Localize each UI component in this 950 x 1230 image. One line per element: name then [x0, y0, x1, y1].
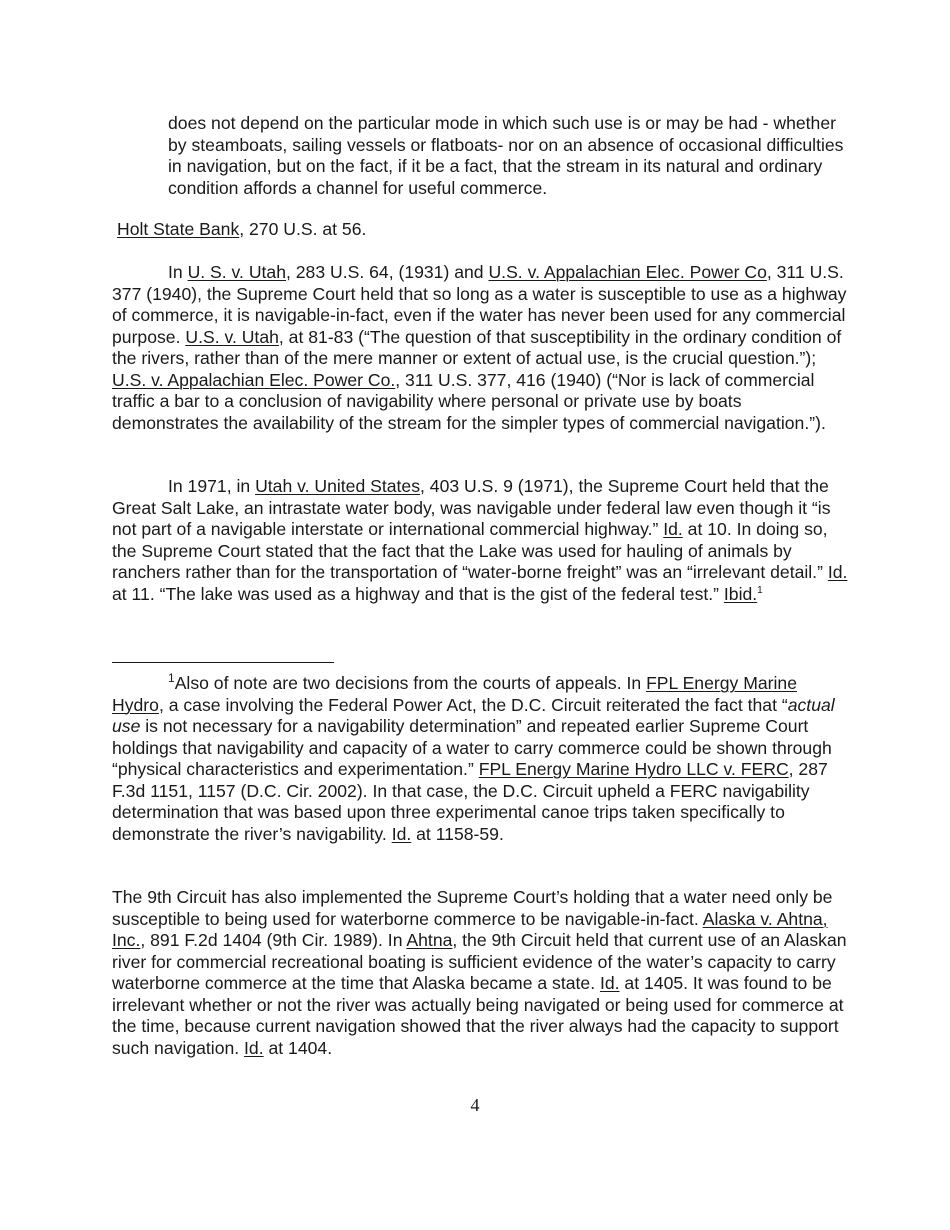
- footnote-marker: 1: [168, 671, 175, 686]
- case-name: U.S. v. Utah: [185, 326, 279, 347]
- id-citation: Id.: [391, 823, 412, 844]
- id-citation: Id.: [663, 519, 683, 539]
- footnote-reference: 1: [757, 584, 763, 596]
- id-citation: Id.: [599, 973, 620, 993]
- id-citation: Id.: [827, 562, 848, 582]
- emphasis: actual use: [112, 694, 835, 736]
- footnote-1: $^1$Also of note are two decisions from the courts of appeals. In FPL Energy Marine Hydro, a case involving the Federal Power Act, the D.C. Circuit reiterated the fact that “actual use is not necessary for a navigability determination” and repeated earlier Supreme Court holdings that navigability and capacity of a water to carry commerce could be shown through “physical characteristics and experimentation.” FPL Energy Marine Hydro LLC v. FERC, 287 F.3d 1151, 1157 (D.C. Cir. 2002). In that case, the D.C. Circuit upheld a FERC navigability determination that was based upon three experimental canoe trips taken specifically to demonstrate the river’s navigability. Id. at 1158-59.: [112, 671, 835, 844]
- block-quote: does not depend on the particular mode in which such use is or may be had - whether by steamboats, sailing vessels or flatboats- nor on an absence of occasional difficulties in navigation, but on the fact, if it be a fact, that the stream in its natural and ordinary condition affords a channel for useful commerce.: [168, 113, 844, 198]
- page-number: 4: [470, 1095, 480, 1115]
- footnote-separator: [112, 662, 334, 663]
- case-name: Alaska v. Ahtna, Inc.: [112, 908, 828, 950]
- case-name: Ahtna: [406, 930, 453, 950]
- case-name: U. S. v. Utah: [187, 262, 286, 282]
- ibid-citation: Ibid.: [723, 583, 758, 604]
- id-citation: Id.: [244, 1037, 264, 1058]
- case-name: FPL Energy Marine Hydro LLC v. FERC: [478, 759, 789, 779]
- case-name: FPL Energy Marine Hydro: [112, 673, 797, 715]
- paragraph-great-salt-lake: In 1971, in Utah v. United States, 403 U.S. 9 (1971), the Supreme Court held that the Great Salt Lake, an intrastate water body, was navigable under federal law even though it “is not part of a navigable interstate or international commercial highway.” Id. at 10. In doing so, the Supreme Court stated that the fact that the Lake was used for hauling of animals by ranchers rather than for the transportation of “water-borne freight” was an “irrelevant detail.” Id. at 11. “The lake was used as a highway and that is the gist of the federal test.” Ibid.$^1$: [112, 476, 848, 604]
- quote-citation: Holt State Bank, 270 U.S. at 56.: [117, 219, 367, 239]
- case-name: Utah v. United States: [255, 476, 421, 496]
- footnote-1-continued: The 9th Circuit has also implemented the Supreme Court’s holding that a water need only be susceptible to being used for waterborne commerce to be navigable-in-fact. Alaska v. Ahtna, Inc., 891 F.2d 1404 (9th Cir. 1989). In Ahtna, the 9th Circuit held that current use of an Alaskan river for commercial recreational boating is sufficient evidence of the water’s capacity to carry waterborne commerce at the time that Alaska became a state. Id. at 1405. It was found to be irrelevant whether or not the river was actually being navigated or being used for commerce at the time, because current navigation showed that the river always had the capacity to support such navigation. Id. at 1404.: [112, 887, 847, 1058]
- case-name: U.S. v. Appalachian Elec. Power Co: [488, 262, 767, 282]
- case-name: U.S. v. Appalachian Elec. Power Co.: [112, 369, 396, 390]
- case-name: Holt State Bank: [117, 219, 240, 239]
- paragraph-utah-appalachian: In U. S. v. Utah, 283 U.S. 64, (1931) and U.S. v. Appalachian Elec. Power Co, 311 U.S. 377 (1940), the Supreme Court held that so long as a water is susceptible to use as a highway of commerce, it is navigable-in-fact, even if the water has never been used for any commercial purpose. U.S. v. Utah, at 81-83 (“The question of that susceptibility in the ordinary condition of the rivers, rather than of the mere manner or extent of actual use, is the crucial question.”); U.S. v. Appalachian Elec. Power Co., 311 U.S. 377, 416 (1940) (“Nor is lack of commercial traffic a bar to a conclusion of navigability where personal or private use by boats demonstrates the availability of the stream for the simpler types of commercial navigation.”).: [112, 262, 847, 433]
